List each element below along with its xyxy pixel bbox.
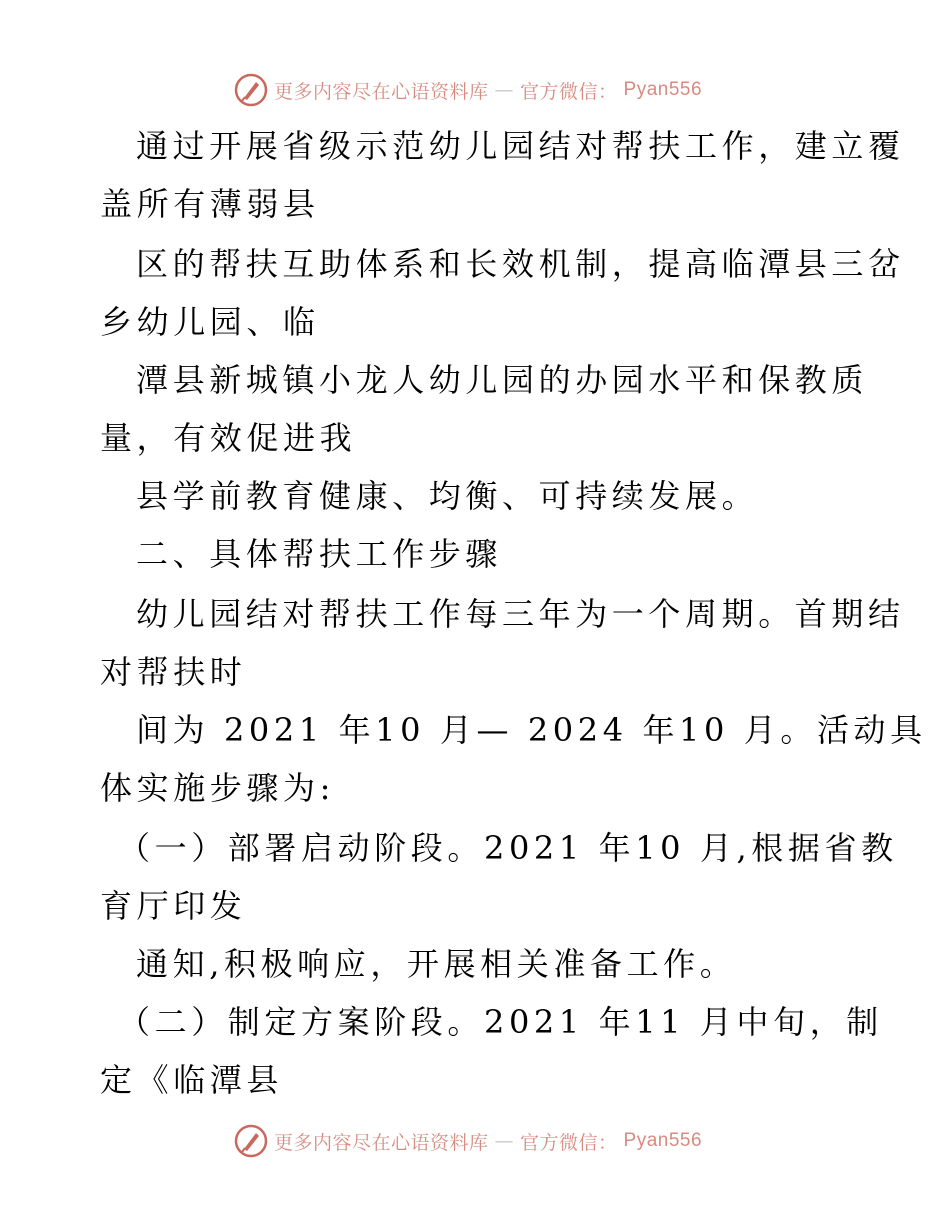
body-line-15: 通知,积极响应，开展相关准备工作。	[136, 945, 737, 983]
body-line-6: 量，有效促进我	[100, 419, 357, 457]
footer-watermark	[234, 1123, 702, 1159]
body-line-13: （一）部署启动阶段。2021 年10 月,根据省教	[118, 829, 898, 867]
section-heading: 二、具体帮扶工作步骤	[136, 535, 503, 573]
body-line-3: 区的帮扶互助体系和长效机制，提高临潭县三岔	[136, 245, 905, 283]
body-line-14: 育厅印发	[100, 887, 247, 925]
header-watermark	[234, 72, 702, 108]
watermark-label: 官方微信：	[520, 80, 618, 103]
body-line-9: 幼儿园结对帮扶工作每三年为一个周期。首期结	[136, 595, 905, 633]
quill-pen-logo-icon	[234, 1124, 268, 1158]
body-line-1: 通过开展省级示范幼儿园结对帮扶工作，建立覆	[136, 127, 905, 165]
body-line-5: 潭县新城镇小龙人幼儿园的办园水平和保教质	[136, 361, 869, 399]
body-line-11: 间为 2021 年10 月— 2024 年10 月。活动具	[136, 711, 927, 749]
watermark-brand-text: 更多内容尽在心语资料库	[274, 80, 489, 103]
watermark-separator: —	[494, 1130, 515, 1152]
watermark-wechat-id: Pyan556	[623, 79, 703, 100]
watermark-brand-text: 更多内容尽在心语资料库	[274, 1131, 489, 1154]
body-line-10: 对帮扶时	[100, 653, 247, 691]
watermark-label: 官方微信：	[520, 1131, 618, 1154]
body-line-12: 体实施步骤为:	[100, 769, 335, 807]
body-line-2: 盖所有薄弱县	[100, 185, 320, 223]
body-line-7: 县学前教育健康、均衡、可持续发展。	[136, 477, 759, 515]
watermark-wechat-id: Pyan556	[623, 1130, 703, 1151]
body-line-17: 定《临潭县	[100, 1061, 284, 1099]
body-line-4: 乡幼儿园、临	[100, 303, 320, 341]
watermark-separator: —	[494, 79, 515, 101]
quill-pen-logo-icon	[234, 73, 268, 107]
body-line-16: （二）制定方案阶段。2021 年11 月中旬，制	[118, 1003, 883, 1041]
